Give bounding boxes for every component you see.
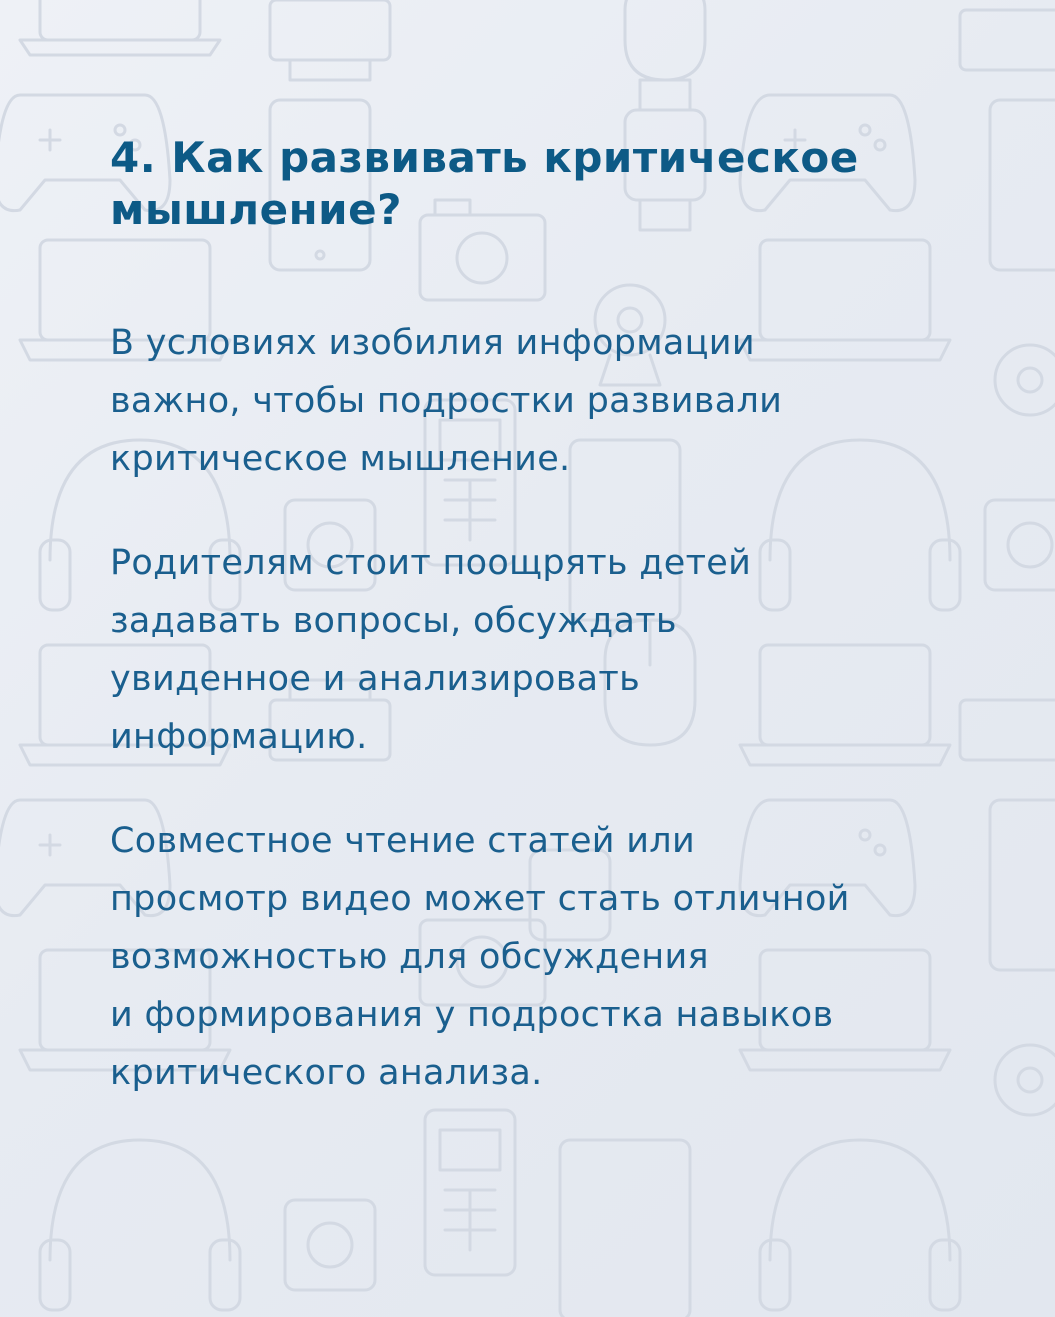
paragraph-line: важно, чтобы подростки развивали: [110, 381, 783, 421]
paragraph-line: задавать вопросы, обсуждать: [110, 601, 677, 641]
headphones-icon: [760, 1140, 960, 1310]
paragraph-joint-reading: [110, 812, 990, 1102]
paragraph-line: В условиях изобилия информации: [110, 323, 755, 363]
printer-icon: [270, 0, 390, 80]
paragraph-line: критическое мышление.: [110, 439, 571, 479]
paragraph-line: просмотр видео может стать отличной: [110, 879, 850, 919]
slide-content: [110, 132, 990, 1102]
headphones-icon: [40, 1140, 240, 1310]
paragraph-information-abundance: [110, 314, 990, 488]
mobile-phone-icon: [425, 1110, 515, 1275]
paragraph-parents-encourage: [110, 534, 990, 766]
paragraph-line: информацию.: [110, 717, 368, 757]
paragraph-line: Совместное чтение статей или: [110, 821, 696, 861]
title-line: мышление?: [110, 185, 402, 234]
camera-icon: [985, 500, 1055, 590]
paragraph-line: возможностью для обсуждения: [110, 937, 709, 977]
paragraph-line: увиденное и анализировать: [110, 659, 641, 699]
tablet-icon: [560, 1140, 690, 1317]
paragraph-line: Родителям стоит поощрять детей: [110, 543, 752, 583]
title-line: 4. Как развивать критическое: [110, 133, 859, 182]
printer-icon: [960, 10, 1055, 70]
mouse-icon: [625, 0, 705, 80]
camera-icon: [285, 1200, 375, 1290]
slide-title: [110, 132, 990, 236]
laptop-icon: [20, 0, 220, 55]
tablet-icon: [990, 100, 1055, 270]
webcam-icon: [995, 345, 1055, 415]
webcam-icon: [995, 1045, 1055, 1115]
paragraph-line: и формирования у подростка навыков: [110, 995, 834, 1035]
paragraph-line: критического анализа.: [110, 1053, 543, 1093]
tablet-icon: [990, 800, 1055, 970]
